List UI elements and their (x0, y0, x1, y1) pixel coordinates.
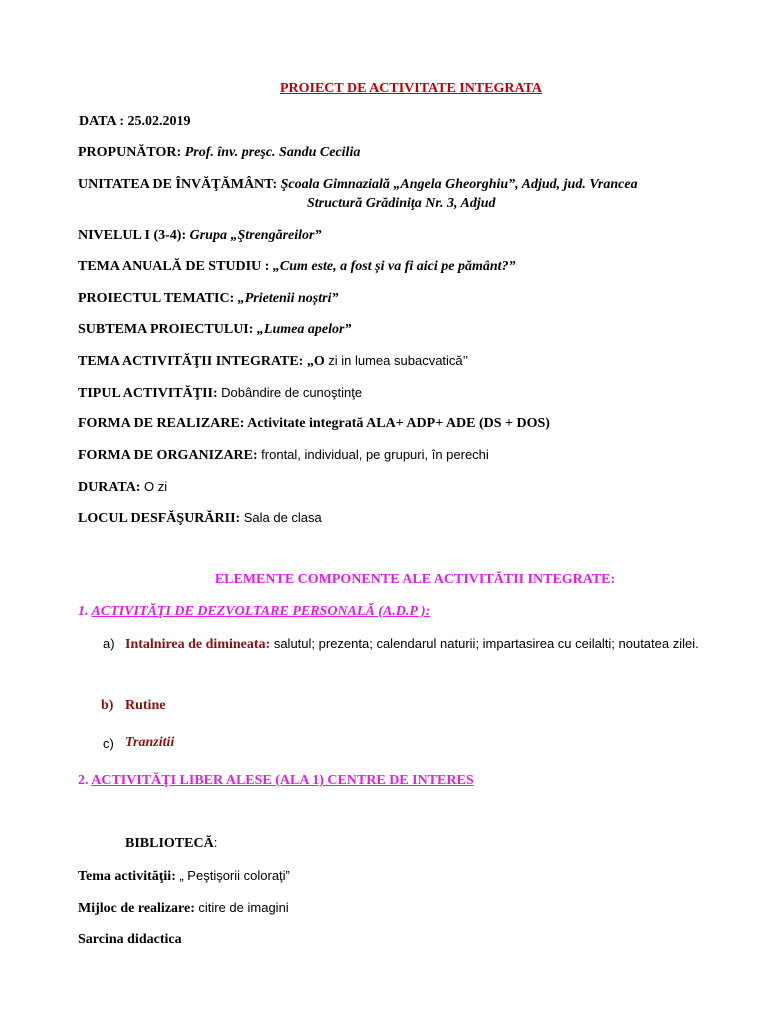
tema-activitatii-label: TEMA ACTIVITĂŢII INTEGRATE: (78, 354, 304, 369)
ala-heading (78, 772, 474, 790)
adp-item-a-label: Intalnirea de dimineata: (125, 637, 271, 652)
field-forma-realizare (78, 415, 550, 433)
tema-anuala-value: „Cum este, a fost și va fi aici pe pământ?” (272, 259, 516, 274)
field-data: DATA : 25.02.2019 (79, 114, 191, 129)
durata-value: O zi (143, 479, 168, 494)
biblioteca-mijloc (78, 899, 289, 918)
tipul-label: TIPUL ACTIVITĂŢII: (78, 386, 218, 401)
biblioteca-tema (78, 867, 290, 886)
field-subtema (78, 321, 351, 339)
locul-value: Sala de clasa (243, 510, 322, 525)
tipul-value: Dobândire de cunoştinţe (221, 385, 363, 400)
section-heading: ELEMENTE COMPONENTE ALE ACTIVITĂTII INTEGRATE: (214, 572, 616, 587)
adp-heading (78, 603, 430, 621)
subtema-label: SUBTEMA PROIECTULUI: (78, 322, 254, 337)
field-unitatea (78, 176, 638, 194)
adp-number: 1. (78, 604, 89, 619)
unitatea-value: Şcoala Gimnazială „Angela Gheorghiu”, Adjud, jud. Vrancea (280, 177, 638, 192)
adp-item-b-label: Rutine (125, 698, 166, 713)
proiectul-label: PROIECTUL TEMATIC: (78, 291, 235, 306)
biblioteca-tema-label: Tema activităţii: (78, 869, 176, 884)
field-propunator (78, 144, 360, 162)
forma-realizare-value: Activitate integrată ALA+ ADP+ ADE (DS + DOS) (247, 416, 550, 431)
field-locul (78, 509, 322, 528)
adp-item-a-text: salutul; prezenta; calendarul naturii; impartasirea cu ceilalti; noutatea zilei. (273, 636, 699, 651)
unitatea-value-line2: Structură Grădiniţa Nr. 3, Adjud (307, 196, 496, 211)
proiectul-value: „Prietenii noștri” (237, 291, 339, 306)
biblioteca-heading (125, 834, 217, 853)
forma-realizare-label: FORMA DE REALIZARE: (78, 416, 245, 431)
field-tema-anuala (78, 258, 516, 276)
propunator-value: Prof. înv. preşc. Sandu Cecilia (184, 145, 361, 160)
field-proiectul (78, 290, 338, 308)
field-tipul (78, 384, 362, 403)
adp-item-a-marker: a) (103, 636, 115, 651)
biblioteca-mijloc-value: citire de imagini (198, 900, 289, 915)
tema-activitatii-value-bold: „O (306, 354, 325, 369)
field-durata (78, 478, 167, 497)
forma-organizare-value: frontal, individual, pe grupuri, în perechi (261, 447, 489, 462)
durata-label: DURATA: (78, 480, 141, 495)
biblioteca-colon: : (213, 835, 218, 850)
ala-heading-text: ACTIVITĂŢI LIBER ALESE (ALA 1) CENTRE DE INTERES (91, 773, 474, 788)
field-tema-activitatii (78, 352, 468, 371)
page-title: PROIECT DE ACTIVITATE INTEGRATA (279, 81, 543, 96)
subtema-value: „Lumea apelor” (256, 322, 352, 337)
propunator-label: PROPUNĂTOR: (78, 145, 182, 160)
tema-activitatii-value: zi in lumea subacvatică’’ (328, 353, 469, 368)
adp-item-a (125, 633, 750, 655)
biblioteca-mijloc-label: Mijloc de realizare: (78, 901, 195, 916)
biblioteca-sarcina-label: Sarcina didactica (78, 932, 182, 947)
forma-organizare-label: FORMA DE ORGANIZARE: (78, 448, 258, 463)
nivelul-label: NIVELUL I (3-4): (78, 228, 187, 243)
locul-label: LOCUL DESFĂŞURĂRII: (78, 511, 241, 526)
adp-item-c-label: Tranzitii (125, 735, 175, 750)
adp-item-c-marker: c) (103, 736, 114, 751)
field-nivelul (78, 227, 321, 245)
adp-heading-text: ACTIVITĂŢI DE DEZVOLTARE PERSONALĂ (A.D.P ): (91, 604, 431, 619)
tema-anuala-label: TEMA ANUALĂ DE STUDIU : (78, 259, 270, 274)
biblioteca-title: BIBLIOTECĂ (125, 836, 214, 851)
adp-item-b-marker: b) (101, 698, 114, 713)
biblioteca-tema-value: „ Peştişorii coloraţi” (179, 868, 290, 883)
nivelul-value: Grupa „Ştrengăreilor” (189, 228, 322, 243)
ala-number: 2. (78, 773, 89, 788)
field-forma-organizare (78, 446, 489, 465)
unitatea-label: UNITATEA DE ÎNVĂŢĂMÂNT: (78, 177, 278, 192)
